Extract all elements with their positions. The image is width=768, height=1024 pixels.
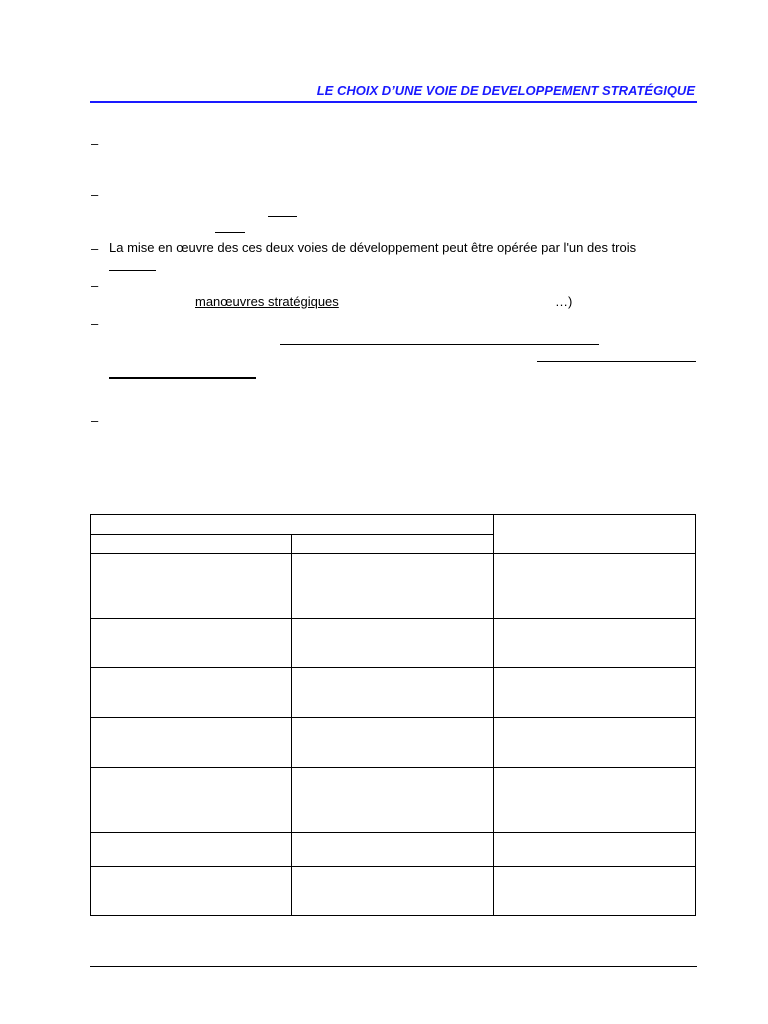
table-cell <box>91 619 292 668</box>
table-header-cell <box>91 535 292 554</box>
table-cell <box>91 768 292 833</box>
table-cell <box>91 867 292 916</box>
underline-fragment <box>109 377 256 379</box>
table-header-row <box>91 515 696 535</box>
table-cell <box>91 668 292 718</box>
table-cell <box>91 554 292 619</box>
table-row <box>91 867 696 916</box>
table-row <box>91 619 696 668</box>
bullet-marker: – <box>91 241 99 256</box>
underline-fragment <box>280 344 599 345</box>
bullet-marker: – <box>91 278 99 293</box>
table-row <box>91 668 696 718</box>
bullet-marker: – <box>91 316 99 331</box>
page-header-title: LE CHOIX D’UNE VOIE DE DEVELOPPEMENT STRATÉGIQUE <box>316 83 695 98</box>
table-cell <box>494 768 696 833</box>
paragraph-text: La mise en œuvre des ces deux voies de développement peut être opérée par l'un des trois <box>109 240 637 255</box>
table-cell <box>494 833 696 867</box>
underline-fragment <box>109 270 156 271</box>
table-cell <box>494 668 696 718</box>
underline-fragment <box>215 232 245 233</box>
table-header-cell <box>494 515 696 554</box>
table-header-cell <box>91 515 494 535</box>
underline-fragment <box>268 216 297 217</box>
table-cell <box>494 718 696 768</box>
bullet-marker: – <box>91 187 99 202</box>
table-cell <box>292 833 494 867</box>
table-cell <box>292 668 494 718</box>
table-header-cell <box>292 535 494 554</box>
table-cell <box>292 619 494 668</box>
table-cell <box>292 867 494 916</box>
bullet-marker: – <box>91 413 99 428</box>
underline-fragment <box>537 361 696 362</box>
table-row <box>91 554 696 619</box>
bullet-marker: – <box>91 136 99 151</box>
header-rule <box>90 101 697 103</box>
paragraph-text: …) <box>555 294 573 309</box>
comparison-table <box>90 514 696 916</box>
table-cell <box>494 867 696 916</box>
table-cell <box>494 619 696 668</box>
table-cell <box>91 833 292 867</box>
table-cell <box>292 554 494 619</box>
footer-rule <box>90 966 697 967</box>
table-row <box>91 718 696 768</box>
table-cell <box>91 718 292 768</box>
table-cell <box>494 554 696 619</box>
table-row <box>91 768 696 833</box>
table-cell <box>292 768 494 833</box>
paragraph-underlined-phrase: manœuvres stratégiques <box>195 294 339 309</box>
table-cell <box>292 718 494 768</box>
table-row <box>91 833 696 867</box>
